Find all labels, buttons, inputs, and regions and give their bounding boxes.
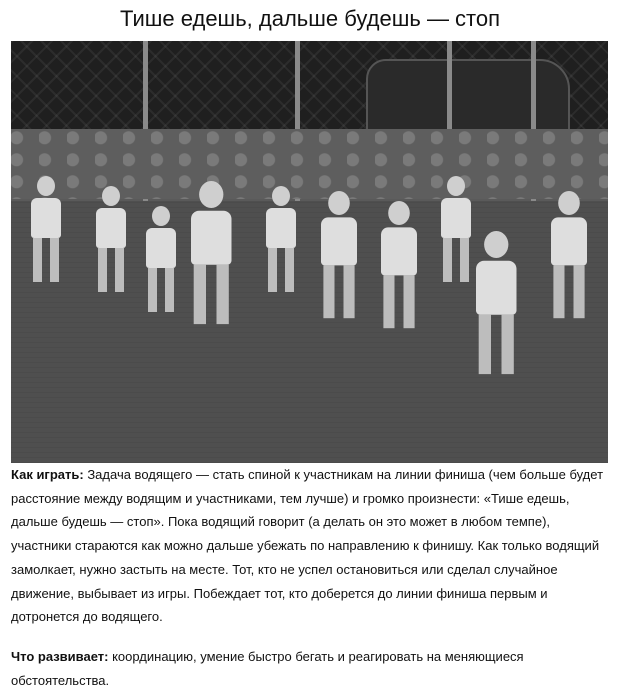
child-figure	[266, 186, 296, 292]
develops-label: Что развивает:	[11, 649, 109, 664]
child-figure	[441, 176, 471, 282]
child-figure	[31, 176, 61, 282]
adult-figure	[191, 181, 232, 324]
child-figure	[321, 191, 357, 318]
how-to-play-paragraph	[11, 463, 609, 629]
child-figure	[96, 186, 126, 292]
how-to-play-label: Как играть:	[11, 467, 84, 482]
child-figure	[551, 191, 587, 318]
develops-paragraph	[11, 645, 609, 692]
child-figure	[476, 231, 517, 374]
child-figure	[381, 201, 417, 328]
how-to-play-text: Задача водящего — стать спиной к участникам на линии финиша (чем больше будет расстояние между водящим и участниками, тем лучше) и громко произнести: «Тише едешь, дальше будешь — стоп». Пока водящий говорит (а делать он это может в любом темпе), участники стараются как можно дальше убежать по направлению к финишу. Как только водящий замолкает, нужно застыть на месте. Тот, кто не успел остановиться или сделал случайное движение, выбывает из игры. Побеждает тот, кто доберется до линии финиша первым и дотронется до водящего.	[11, 467, 604, 625]
page-title: Тише едешь, дальше будешь — стоп	[119, 6, 501, 31]
child-figure	[146, 206, 176, 312]
children-running-photo	[11, 41, 608, 463]
develops-text: координацию, умение быстро бегать и реагировать на меняющиеся обстоятельства.	[11, 649, 524, 688]
